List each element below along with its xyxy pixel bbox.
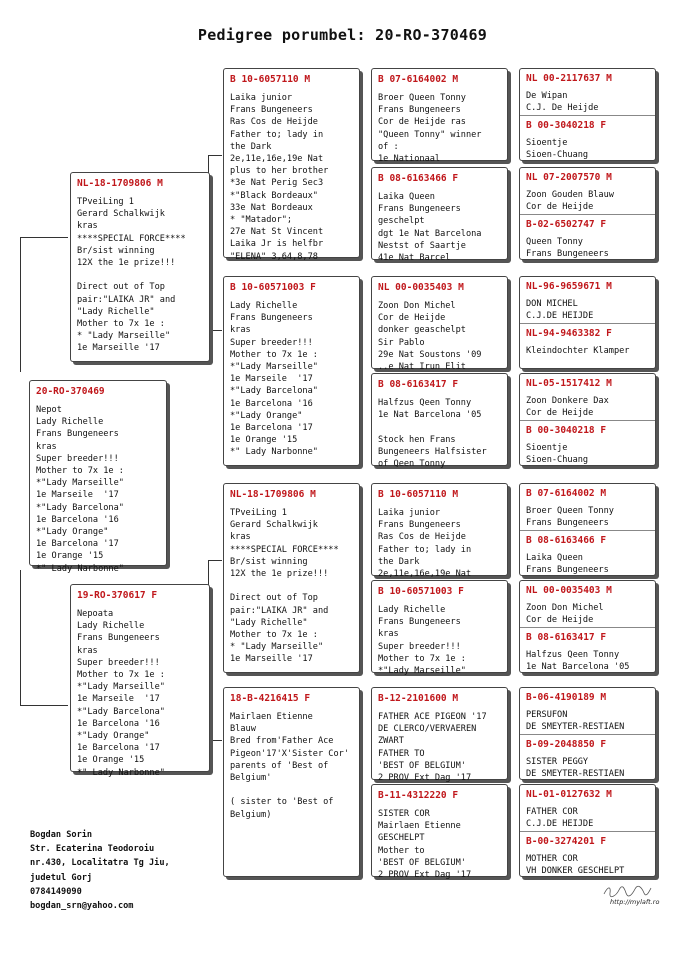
owner-address: nr.430, Localitatra Tg Jiu, bbox=[30, 858, 170, 869]
gen4-pair-card[interactable] bbox=[519, 167, 656, 260]
great-grandparent-ring-code: B-11-4312220 F bbox=[378, 790, 459, 801]
gen4-details: Queen Tonny Frans Bungeneers bbox=[526, 237, 609, 260]
great-grandparent-details: Zoon Don Michel Cor de Heijde donker geaschelpt Sir Pablo 29e Nat Soustons '09 ..e Nat Irun Elit bbox=[378, 301, 482, 373]
connector-line bbox=[208, 330, 222, 331]
gen4-ring-code: NL-96-9659671 M bbox=[526, 281, 612, 292]
great-grandparent-card[interactable] bbox=[371, 784, 508, 881]
gen4-male[interactable] bbox=[520, 168, 655, 214]
gen4-male[interactable] bbox=[520, 69, 655, 115]
great-grandparent-card[interactable] bbox=[371, 276, 508, 373]
connector-line bbox=[20, 705, 68, 706]
gen4-female[interactable] bbox=[520, 323, 655, 370]
dam-ring-code: 19-RO-370617 F bbox=[77, 590, 158, 601]
grandparent-details: Mairlaen Etienne Blauw Bred from'Father Ace Pigeon'17'X'Sister Cor' parents of 'Best of Belgium' ( sister to 'Best of Belgium) bbox=[230, 712, 349, 820]
owner-street: Str. Ecaterina Teodoroiu bbox=[30, 844, 155, 855]
gen4-female[interactable] bbox=[520, 831, 655, 878]
gen4-details: FATHER COR C.J.DE HEIJDE bbox=[526, 807, 594, 830]
connector-line bbox=[20, 570, 21, 705]
page-title: Pedigree porumbel: 20-RO-370469 bbox=[197, 26, 488, 44]
grandparent-ring-code: B 10-60571003 F bbox=[230, 282, 316, 293]
great-grandparent-details: Broer Queen Tonny Frans Bungeneers Cor de Heijde ras "Queen Tonny" winner of : 1e Nationaal bbox=[378, 93, 482, 165]
gen4-ring-code: B 08-6163466 F bbox=[526, 535, 607, 546]
gen4-details: Kleindochter Klamper bbox=[526, 346, 630, 356]
gen4-female[interactable] bbox=[520, 530, 655, 577]
sire-card[interactable] bbox=[70, 172, 210, 362]
sire-ring-code: NL-18-1709806 M bbox=[77, 178, 163, 189]
gen4-ring-code: B-00-3274201 F bbox=[526, 836, 607, 847]
gen4-ring-code: NL-94-9463382 F bbox=[526, 328, 612, 339]
gen4-ring-code: B 00-3040218 F bbox=[526, 120, 607, 131]
gen4-ring-code: B 08-6163417 F bbox=[526, 632, 607, 643]
owner-email[interactable]: bogdan_srn@yahoo.com bbox=[30, 901, 134, 912]
connector-line bbox=[208, 560, 222, 561]
gen4-details: Laika Queen Frans Bungeneers bbox=[526, 553, 609, 576]
grandparent-details: Lady Richelle Frans Bungeneers kras Super breeder!!! Mother to 7x 1e : *"Lady Marseille" 1e Marseile '17 *"Lady Barcelona" 1e Barcelona '16 *"Lady Orange" 1e Barcelona '17 1e Orange '15 *" Lady Narbonne" bbox=[230, 301, 318, 458]
gen4-details: Sioentje Sioen-Chuang bbox=[526, 443, 589, 466]
gen4-pair-card[interactable] bbox=[519, 373, 656, 466]
gen4-female[interactable] bbox=[520, 734, 655, 781]
gen4-female[interactable] bbox=[520, 214, 655, 261]
grandparent-details: Laika junior Frans Bungeneers Ras Cos de Heijde Father to; lady in the Dark 2e,11e,16e,19e Nat plus to her brother *3e Nat Perig Sec3 *"Black Bordeaux" 33e Nat Bordeaux * "Matador"; 27e Nat St Vincent Laika Jr is helfbr "ELENA" 3,64,8,78 bbox=[230, 93, 329, 262]
gen4-pair-card[interactable] bbox=[519, 68, 656, 161]
gen4-details: DON MICHEL C.J.DE HEIJDE bbox=[526, 299, 594, 322]
gen4-details: Zoon Don Michel Cor de Heijde bbox=[526, 603, 604, 626]
gen4-details: Zoon Donkere Dax Cor de Heijde bbox=[526, 396, 609, 419]
gen4-male[interactable] bbox=[520, 785, 655, 831]
gen4-female[interactable] bbox=[520, 627, 655, 674]
great-grandparent-ring-code: B 08-6163417 F bbox=[378, 379, 459, 390]
gen4-female[interactable] bbox=[520, 420, 655, 467]
subject-details: Nepot Lady Richelle Frans Bungeneers kras Super breeder!!! Mother to 7x 1e : *"Lady Marseille" 1e Marseile '17 *"Lady Barcelona" 1e Barcelona '16 *"Lady Orange" 1e Barcelona '17 1e Orange '15 *" Lady Narbonne" bbox=[36, 405, 124, 574]
grandparent-card[interactable] bbox=[223, 276, 360, 466]
gen4-details: Sioentje Sioen-Chuang bbox=[526, 138, 589, 161]
gen4-details: MOTHER COR VH DONKER GESCHELPT bbox=[526, 854, 625, 877]
great-grandparent-details: Laika Queen Frans Bungeneers geschelpt dgt 1e Nat Barcelona Nestst of Saartje 41e Nat Barcel bbox=[378, 192, 482, 264]
great-grandparent-card[interactable] bbox=[371, 687, 508, 784]
great-grandparent-ring-code: B 08-6163466 F bbox=[378, 173, 459, 184]
gen4-pair-card[interactable] bbox=[519, 784, 656, 877]
great-grandparent-ring-code: B-12-2101600 M bbox=[378, 693, 459, 704]
gen4-pair-card[interactable] bbox=[519, 687, 656, 780]
great-grandparent-ring-code: B 07-6164002 M bbox=[378, 74, 459, 85]
connector-line bbox=[208, 740, 222, 741]
gen4-male[interactable] bbox=[520, 688, 655, 734]
gen4-details: PERSUFON DE SMEYTER-RESTIAEN bbox=[526, 710, 625, 733]
connector-line bbox=[20, 237, 21, 372]
gen4-ring-code: NL 00-2117637 M bbox=[526, 73, 612, 84]
gen4-male[interactable] bbox=[520, 374, 655, 420]
great-grandparent-details: FATHER ACE PIGEON '17 DE CLERCO/VERVAEREN ZWART FATHER TO 'BEST OF BELGIUM' 2 PROV Ext Dag '17 bbox=[378, 712, 487, 784]
owner-info bbox=[30, 828, 170, 913]
gen4-pair-card[interactable] bbox=[519, 580, 656, 673]
great-grandparent-ring-code: NL 00-0035403 M bbox=[378, 282, 464, 293]
gen4-ring-code: NL-05-1517412 M bbox=[526, 378, 612, 389]
great-grandparent-card[interactable] bbox=[371, 167, 508, 264]
gen4-details: SISTER PEGGY DE SMEYTER-RESTIAEN bbox=[526, 757, 625, 780]
gen4-details: De Wipan C.J. De Heijde bbox=[526, 91, 599, 114]
grandparent-card[interactable] bbox=[223, 483, 360, 673]
gen4-male[interactable] bbox=[520, 581, 655, 627]
great-grandparent-details: Laika junior Frans Bungeneers Ras Cos de Heijde Father to; lady in the Dark 2e,11e,16e,19e Nat bbox=[378, 508, 472, 580]
connector-line bbox=[208, 155, 222, 156]
gen4-female[interactable] bbox=[520, 115, 655, 162]
gen4-male[interactable] bbox=[520, 277, 655, 323]
dam-details: Nepoata Lady Richelle Frans Bungeneers kras Super breeder!!! Mother to 7x 1e : *"Lady Marseille" 1e Marseile '17 *"Lady Barcelona" 1e Barcelona '16 *"Lady Orange" 1e Barcelona '17 1e Orange '15 *" Lady Narbonne" bbox=[77, 609, 165, 778]
great-grandparent-details: Halfzus Qeen Tonny 1e Nat Barcelona '05 Stock hen Frans Bungeneers Halfsister of Qeen Tonny bbox=[378, 398, 487, 470]
gen4-ring-code: B-06-4190189 M bbox=[526, 692, 607, 703]
gen4-ring-code: B 07-6164002 M bbox=[526, 488, 607, 499]
great-grandparent-card[interactable] bbox=[371, 373, 508, 470]
great-grandparent-card[interactable] bbox=[371, 68, 508, 165]
signature-icon bbox=[602, 884, 652, 898]
gen4-details: Broer Queen Tonny Frans Bungeneers bbox=[526, 506, 614, 529]
grandparent-details: TPveiLing 1 Gerard Schalkwijk kras ****SPECIAL FORCE**** Br/sist winning 12X the 1e prize!!! Direct out of Top pair:"LAIKA JR" and "Lady Richelle" Mother to 7x 1e : * "Lady Marseille" 1e Marseille '17 bbox=[230, 508, 339, 665]
connector-line bbox=[20, 237, 68, 238]
gen4-pair-card[interactable] bbox=[519, 276, 656, 369]
gen4-ring-code: B-09-2048850 F bbox=[526, 739, 607, 750]
grandparent-ring-code: 18-B-4216415 F bbox=[230, 693, 311, 704]
dam-card[interactable] bbox=[70, 584, 210, 778]
subject-card[interactable] bbox=[29, 380, 167, 574]
great-grandparent-ring-code: B 10-6057110 M bbox=[378, 489, 459, 500]
gen4-details: Halfzus Qeen Tonny 1e Nat Barcelona '05 bbox=[526, 650, 630, 673]
great-grandparent-details: SISTER COR Mairlaen Etienne GESCHELPT Mother to 'BEST OF BELGIUM' 2 PROV Ext Dag '17 bbox=[378, 809, 472, 881]
grandparent-ring-code: B 10-6057110 M bbox=[230, 74, 311, 85]
gen4-ring-code: B-02-6502747 F bbox=[526, 219, 607, 230]
owner-county: judetul Gorj bbox=[30, 872, 93, 883]
footer-url[interactable]: http://mylaft.ro bbox=[610, 898, 660, 906]
owner-phone: 0784149090 bbox=[30, 886, 82, 897]
gen4-male[interactable] bbox=[520, 484, 655, 530]
great-grandparent-card[interactable] bbox=[371, 483, 508, 580]
gen4-ring-code: NL 07-2007570 M bbox=[526, 172, 612, 183]
sire-details: TPveiLing 1 Gerard Schalkwijk kras ****SPECIAL FORCE**** Br/sist winning 12X the 1e prize!!! Direct out of Top pair:"LAIKA JR" and "Lady Richelle" Mother to 7x 1e : * "Lady Marseille" 1e Marseille '17 bbox=[77, 197, 186, 354]
gen4-pair-card[interactable] bbox=[519, 483, 656, 576]
gen4-ring-code: NL-01-0127632 M bbox=[526, 789, 612, 800]
gen4-details: Zoon Gouden Blauw Cor de Heijde bbox=[526, 190, 614, 213]
gen4-ring-code: B 00-3040218 F bbox=[526, 425, 607, 436]
great-grandparent-ring-code: B 10-60571003 F bbox=[378, 586, 464, 597]
gen4-ring-code: NL 00-0035403 M bbox=[526, 585, 612, 596]
great-grandparent-card[interactable] bbox=[371, 580, 508, 677]
grandparent-card[interactable] bbox=[223, 68, 360, 262]
grandparent-ring-code: NL-18-1709806 M bbox=[230, 489, 316, 500]
grandparent-card[interactable] bbox=[223, 687, 360, 877]
subject-ring-code: 20-RO-370469 bbox=[36, 386, 105, 397]
owner-name: Bogdan Sorin bbox=[30, 830, 93, 840]
great-grandparent-details: Lady Richelle Frans Bungeneers kras Super breeder!!! Mother to 7x 1e : *"Lady Marseille" bbox=[378, 605, 466, 677]
